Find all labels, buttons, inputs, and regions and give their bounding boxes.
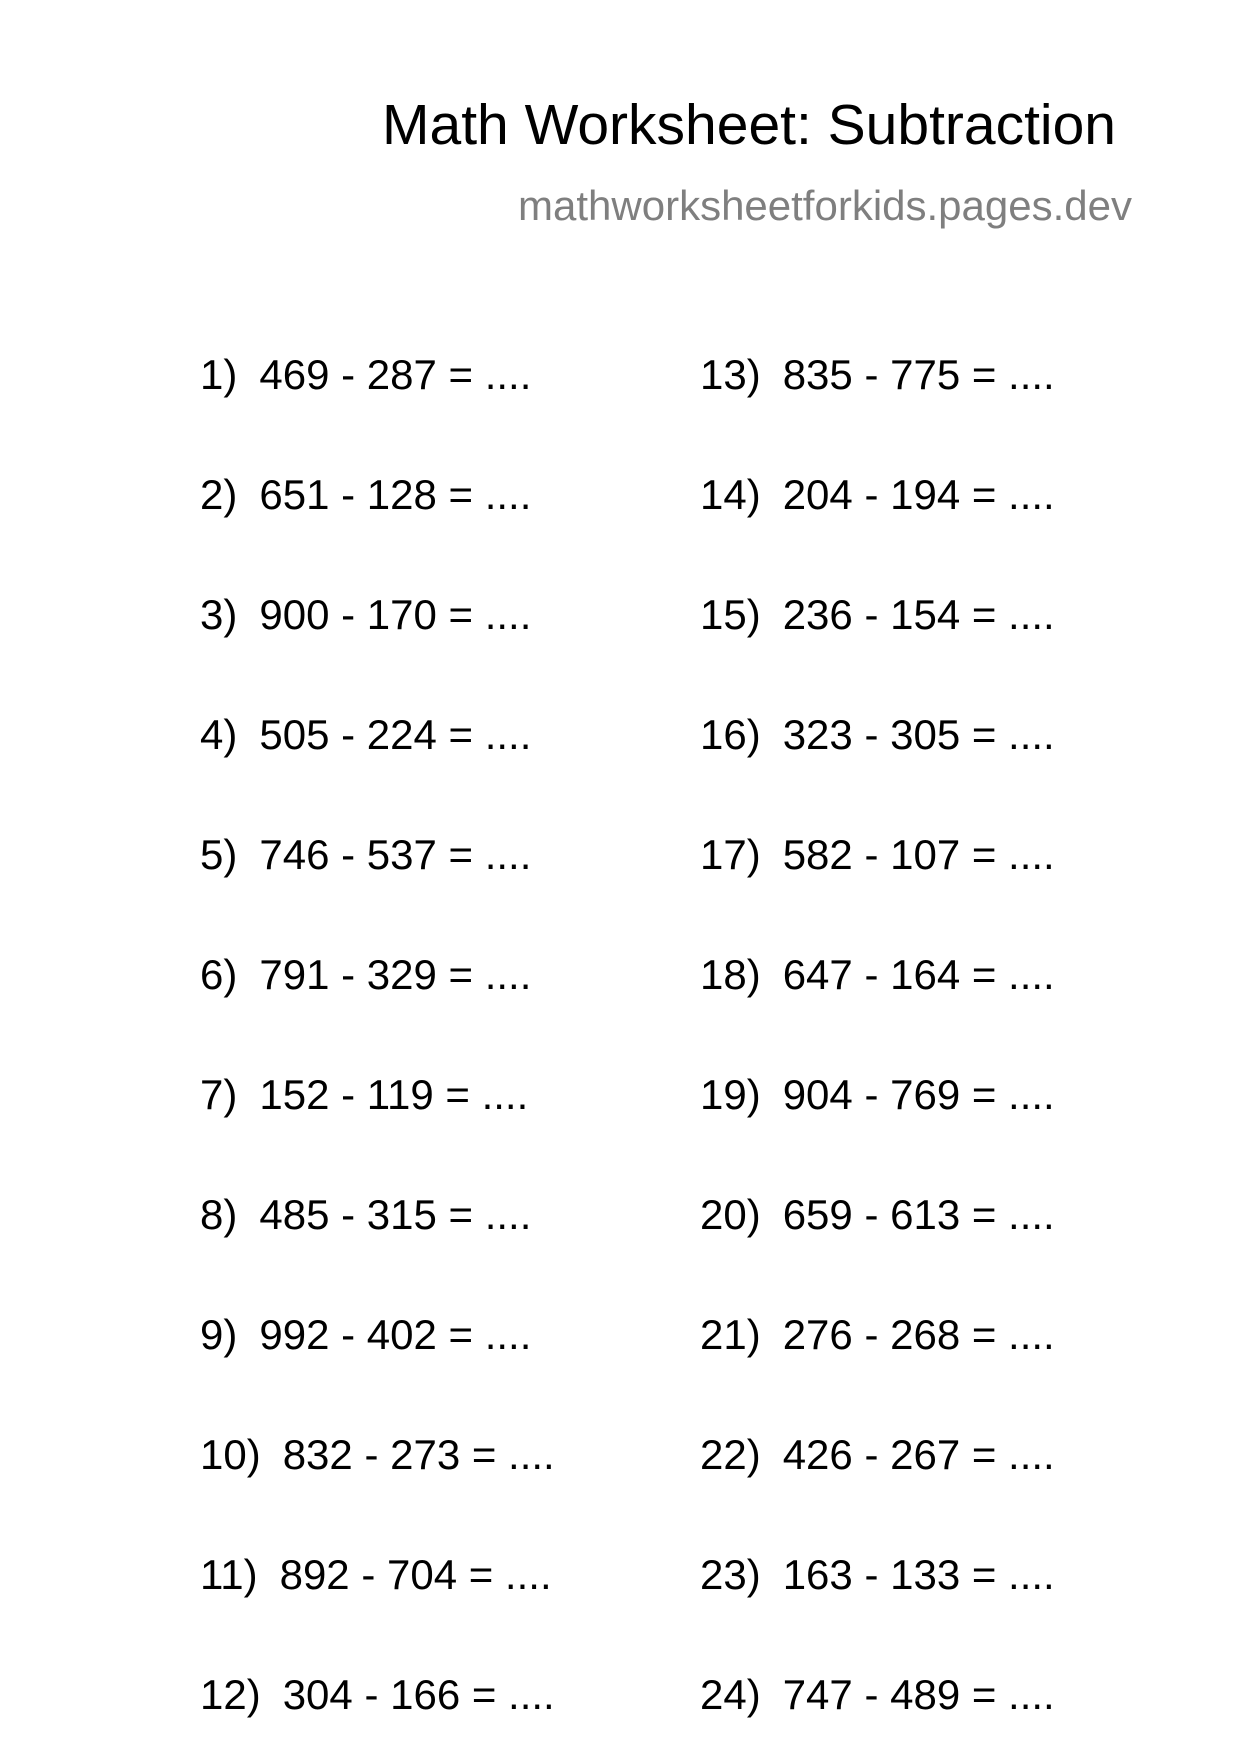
problem-expression: 204 - 194 = .... <box>782 471 1055 518</box>
problem-number: 15) <box>700 591 761 638</box>
problem-number: 1) <box>200 351 238 398</box>
problem-number: 4) <box>200 711 238 758</box>
problem-number: 5) <box>200 831 238 878</box>
problem-item <box>200 1431 555 1478</box>
problem-expression: 152 - 119 = .... <box>259 1071 529 1118</box>
problem-expression: 485 - 315 = .... <box>259 1191 532 1238</box>
problem-item <box>200 1191 532 1238</box>
problem-expression: 323 - 305 = .... <box>782 711 1055 758</box>
problem-item <box>200 831 532 878</box>
problem-number: 19) <box>700 1071 761 1118</box>
problem-item <box>700 951 1055 998</box>
problem-item <box>700 1671 1055 1718</box>
problem-expression: 651 - 128 = .... <box>259 471 532 518</box>
problem-item <box>700 471 1055 518</box>
problem-item <box>200 1671 555 1718</box>
problem-number: 13) <box>700 351 761 398</box>
problem-number: 3) <box>200 591 238 638</box>
problem-item <box>700 1191 1055 1238</box>
problem-item <box>700 1551 1055 1598</box>
problem-number: 8) <box>200 1191 238 1238</box>
problem-expression: 746 - 537 = .... <box>259 831 532 878</box>
problem-expression: 832 - 273 = .... <box>282 1431 555 1478</box>
problem-item <box>700 351 1055 398</box>
problem-item <box>200 1071 529 1118</box>
problem-item <box>700 1071 1055 1118</box>
problem-expression: 469 - 287 = .... <box>259 351 532 398</box>
problem-number: 6) <box>200 951 238 998</box>
problem-item <box>700 1431 1055 1478</box>
problem-expression: 582 - 107 = .... <box>782 831 1055 878</box>
problem-expression: 647 - 164 = .... <box>782 951 1055 998</box>
problem-item <box>700 591 1055 638</box>
problem-expression: 304 - 166 = .... <box>282 1671 555 1718</box>
problem-item <box>200 1311 532 1358</box>
problem-number: 21) <box>700 1311 761 1358</box>
problem-expression: 276 - 268 = .... <box>782 1311 1055 1358</box>
problem-item <box>200 951 532 998</box>
problem-number: 22) <box>700 1431 761 1478</box>
problem-item <box>700 711 1055 758</box>
page-title: Math Worksheet: Subtraction <box>382 93 1116 157</box>
problem-item <box>200 711 532 758</box>
problem-expression: 904 - 769 = .... <box>782 1071 1055 1118</box>
problem-expression: 505 - 224 = .... <box>259 711 532 758</box>
site-url: mathworksheetforkids.pages.dev <box>518 182 1132 229</box>
problem-number: 9) <box>200 1311 238 1358</box>
problem-expression: 747 - 489 = .... <box>782 1671 1055 1718</box>
problem-item <box>200 1551 552 1598</box>
problem-item <box>700 1311 1055 1358</box>
problem-number: 11) <box>200 1551 258 1598</box>
problem-expression: 791 - 329 = .... <box>259 951 532 998</box>
problem-expression: 992 - 402 = .... <box>259 1311 532 1358</box>
problem-number: 14) <box>700 471 761 518</box>
problem-expression: 892 - 704 = .... <box>279 1551 552 1598</box>
problem-expression: 900 - 170 = .... <box>259 591 532 638</box>
problem-number: 23) <box>700 1551 761 1598</box>
problem-number: 10) <box>200 1431 261 1478</box>
problem-number: 18) <box>700 951 761 998</box>
problem-number: 17) <box>700 831 761 878</box>
problem-item <box>200 591 532 638</box>
problem-number: 20) <box>700 1191 761 1238</box>
problem-expression: 659 - 613 = .... <box>782 1191 1055 1238</box>
problem-number: 7) <box>200 1071 238 1118</box>
problem-expression: 426 - 267 = .... <box>782 1431 1055 1478</box>
problem-number: 24) <box>700 1671 761 1718</box>
problem-number: 12) <box>200 1671 261 1718</box>
problem-number: 2) <box>200 471 238 518</box>
problem-item <box>200 471 532 518</box>
problem-item <box>200 351 532 398</box>
problem-expression: 835 - 775 = .... <box>782 351 1055 398</box>
problem-number: 16) <box>700 711 761 758</box>
problem-expression: 163 - 133 = .... <box>782 1551 1055 1598</box>
problem-item <box>700 831 1055 878</box>
problem-expression: 236 - 154 = .... <box>782 591 1055 638</box>
